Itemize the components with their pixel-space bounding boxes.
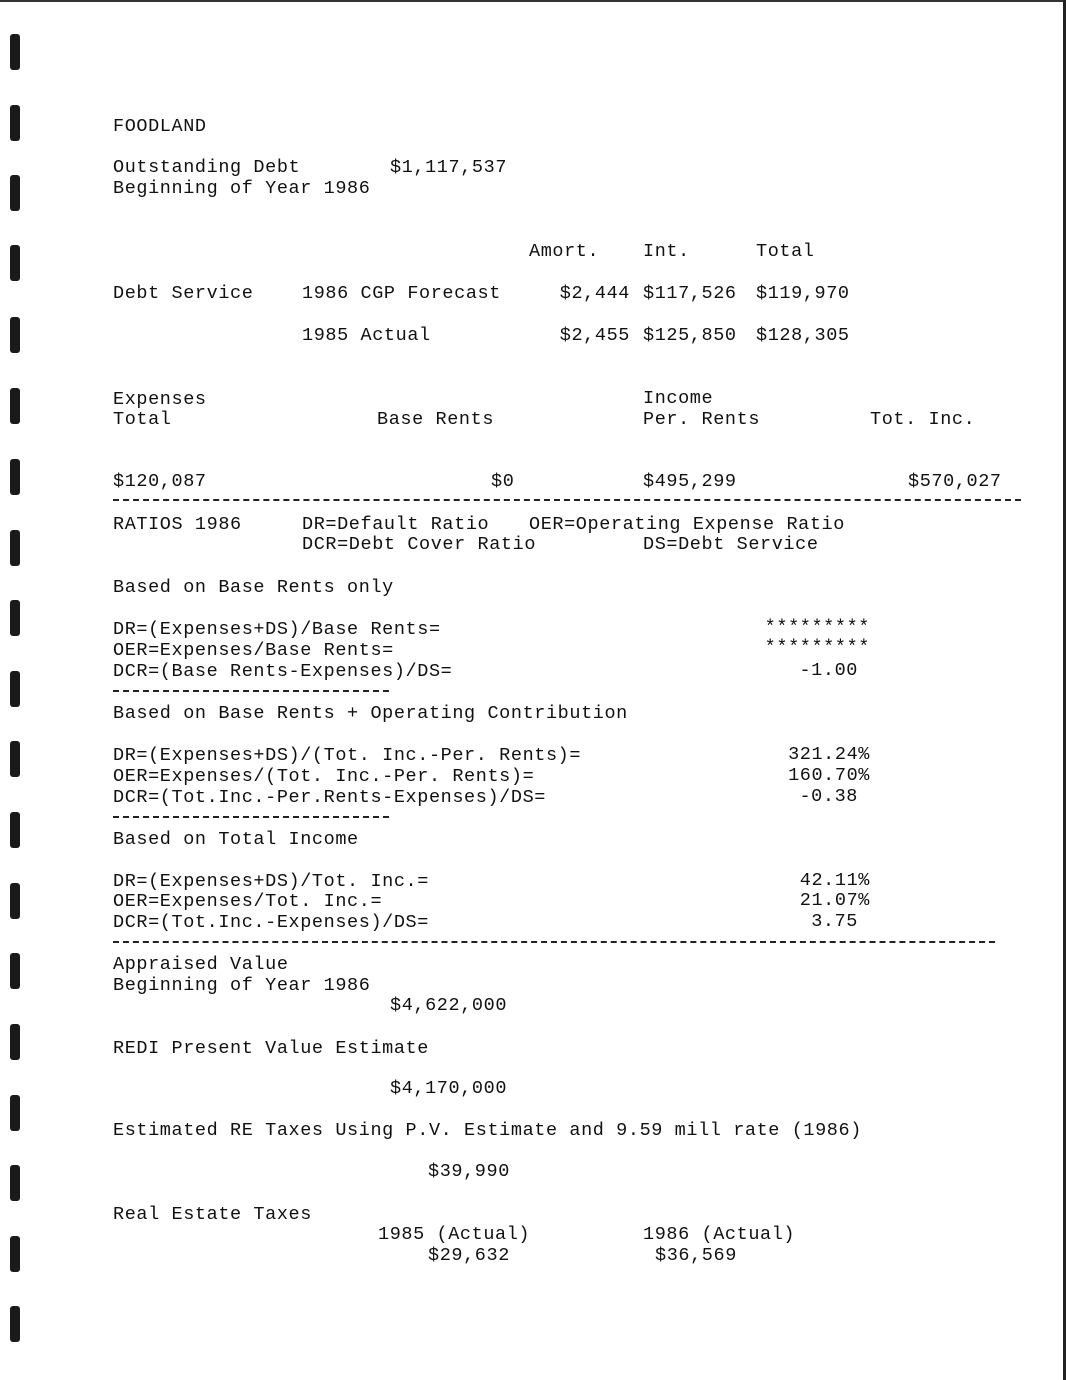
appraised-value: $4,622,000 [390, 995, 508, 1016]
ratio-value: 42.11% [799, 870, 870, 891]
ratio-value: ********* [764, 637, 870, 658]
col-header-total: Total [756, 241, 815, 262]
redi-label: REDI Present Value Estimate [113, 1038, 429, 1059]
tot-inc-label: Tot. Inc. [870, 409, 976, 430]
debt-row-total: $119,970 [756, 283, 850, 304]
outstanding-debt-value: $1,117,537 [390, 157, 508, 178]
base-rents-value: $0 [491, 471, 515, 492]
divider [113, 941, 995, 943]
oer-definition: OER=Operating Expense Ratio [529, 514, 845, 535]
ratio-value: 160.70% [788, 765, 870, 786]
ratio-formula: DCR=(Base Rents-Expenses)/DS= [113, 661, 453, 682]
ratio-value: 321.24% [788, 744, 870, 765]
ratio-group-heading: Based on Base Rents only [113, 577, 394, 598]
debt-row-total: $128,305 [756, 325, 850, 346]
beginning-of-year-label: Beginning of Year 1986 [113, 178, 371, 199]
tot-inc-value: $570,027 [908, 471, 1002, 492]
ratio-value: 21.07% [799, 890, 870, 911]
ratio-value: -1.00 [799, 660, 858, 681]
per-rents-label: Per. Rents [643, 409, 761, 430]
total-label: Total [113, 409, 172, 430]
debt-row-int: $125,850 [643, 325, 737, 346]
punch-hole-icon [10, 317, 20, 353]
punch-hole-icon [10, 1306, 20, 1342]
punch-hole-icon [10, 600, 20, 636]
debt-service-label: Debt Service [113, 283, 254, 304]
punch-hole-icon [10, 953, 20, 989]
punch-hole-icon [10, 741, 20, 777]
punch-hole-icon [10, 883, 20, 919]
punch-hole-icon [10, 812, 20, 848]
re-taxes-estimate-label: Estimated RE Taxes Using P.V. Estimate and 9.59 mill rate (1986) [113, 1120, 862, 1141]
punch-hole-icon [10, 34, 20, 70]
ratio-group-heading: Based on Base Rents + Operating Contribution [113, 703, 628, 724]
re-taxes-estimate-value: $39,990 [428, 1161, 510, 1182]
dcr-definition: DCR=Debt Cover Ratio [302, 534, 537, 555]
ratio-formula: OER=Expenses/(Tot. Inc.-Per. Rents)= [113, 766, 535, 787]
taxes-1986-label: 1986 (Actual) [643, 1224, 796, 1245]
expenses-label: Expenses [113, 389, 207, 410]
dr-definition: DR=Default Ratio [302, 514, 490, 535]
ratio-formula: DR=(Expenses+DS)/(Tot. Inc.-Per. Rents)= [113, 745, 582, 766]
ratio-formula: DR=(Expenses+DS)/Tot. Inc.= [113, 871, 429, 892]
ratio-formula: OER=Expenses/Base Rents= [113, 640, 394, 661]
ds-definition: DS=Debt Service [643, 534, 819, 555]
ratio-value: ********* [764, 617, 870, 638]
per-rents-value: $495,299 [643, 471, 737, 492]
page-top-edge [0, 0, 1066, 2]
punch-hole-icon [10, 388, 20, 424]
divider [113, 690, 389, 692]
real-estate-taxes-label: Real Estate Taxes [113, 1204, 312, 1225]
punch-hole-icon [10, 671, 20, 707]
ratio-formula: DCR=(Tot.Inc.-Expenses)/DS= [113, 912, 429, 933]
appraisal-beginning-label: Beginning of Year 1986 [113, 975, 371, 996]
appraised-value-label: Appraised Value [113, 954, 289, 975]
debt-row-label: 1985 Actual [302, 325, 431, 346]
col-header-amort: Amort. [529, 241, 600, 262]
col-header-int: Int. [643, 241, 690, 262]
punch-hole-icon [10, 459, 20, 495]
punch-hole-icon [10, 105, 20, 141]
punch-hole-icon [10, 530, 20, 566]
divider [113, 499, 1021, 501]
punch-hole-icon [10, 1024, 20, 1060]
expenses-total-value: $120,087 [113, 471, 207, 492]
debt-row-int: $117,526 [643, 283, 737, 304]
taxes-1986-value: $36,569 [655, 1245, 737, 1266]
redi-value: $4,170,000 [390, 1078, 508, 1099]
ratio-group-heading: Based on Total Income [113, 829, 359, 850]
ratio-formula: OER=Expenses/Tot. Inc.= [113, 891, 383, 912]
debt-row-amort: $2,444 [559, 283, 630, 304]
divider [113, 816, 389, 818]
punch-hole-icon [10, 1165, 20, 1201]
punch-hole-icon [10, 1095, 20, 1131]
punch-hole-icon [10, 1236, 20, 1272]
ratio-value: -0.38 [799, 786, 858, 807]
ratio-value: 3.75 [811, 911, 858, 932]
debt-row-label: 1986 CGP Forecast [302, 283, 501, 304]
punch-hole-icon [10, 245, 20, 281]
base-rents-label: Base Rents [377, 409, 495, 430]
taxes-1985-label: 1985 (Actual) [378, 1224, 531, 1245]
outstanding-debt-label: Outstanding Debt [113, 157, 301, 178]
ratios-title: RATIOS 1986 [113, 514, 242, 535]
punch-hole-icon [10, 175, 20, 211]
taxes-1985-value: $29,632 [428, 1245, 510, 1266]
ratio-formula: DR=(Expenses+DS)/Base Rents= [113, 619, 441, 640]
company-name: FOODLAND [113, 116, 207, 137]
ratio-formula: DCR=(Tot.Inc.-Per.Rents-Expenses)/DS= [113, 787, 546, 808]
debt-row-amort: $2,455 [559, 325, 630, 346]
income-label: Income [643, 388, 714, 409]
